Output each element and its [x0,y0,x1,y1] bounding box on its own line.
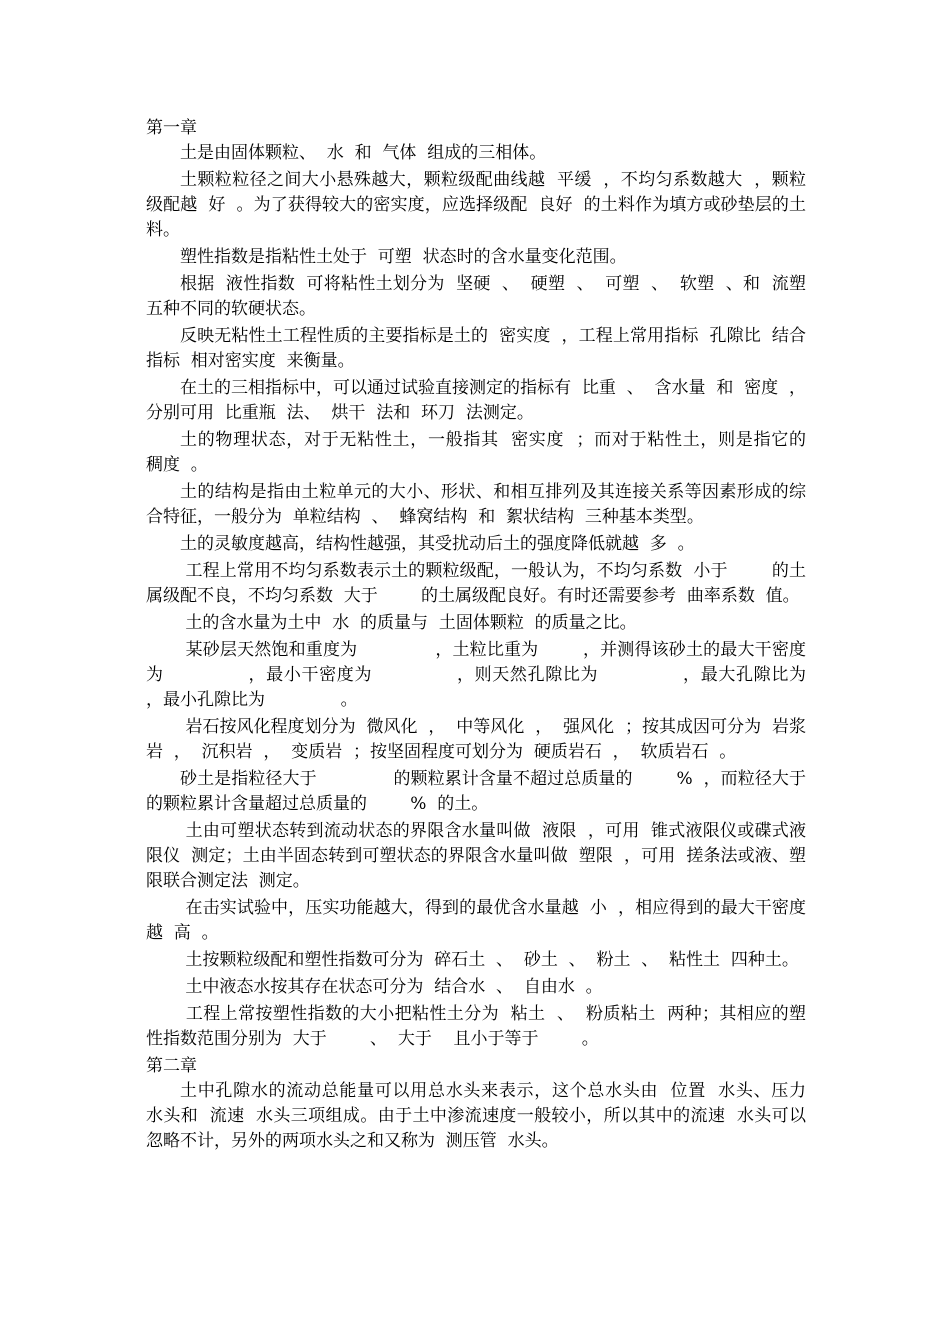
paragraph: 岩石按风化程度划分为 微风化 ， 中等风化 ， 强风化 ；按其成因可分为 岩浆岩 ， 沉积岩 ， 变质岩 ；按坚固程度可划分为 硬质岩石 ， 软质岩石 。 [146,717,807,762]
document-text-body [146,116,915,1156]
paragraph: 在击实试验中，压实功能越大，得到的最优含水量越 小 ，相应得到的最大干密度越 高 。 [146,898,806,943]
paragraph: 土中液态水按其存在状态可分为 结合水 、 自由水 。 [180,977,603,997]
paragraph: 土颗粒粒径之间大小悬殊越大，颗粒级配曲线越 平缓 ，不均匀系数越大 ，颗粒级配越 好 。为了获得较大的密实度，应选择级配 良好 的土料作为填方或砂垫层的土料。 [146,170,806,240]
paragraph: 土由可塑状态转到流动状态的界限含水量叫做 液限 ，可用 锥式液限仪或碟式液限仪 测定；土由半固态转到可塑状态的界限含水量叫做 塑限 ，可用 搓条法或液、塑限联合测定法 测定。 [146,821,807,891]
chapter-2-heading: 第二章 [146,1056,197,1076]
paragraph: 工程上常用不均匀系数表示土的颗粒级配，一般认为，不均匀系数 小于 的土属级配不良，不均匀系数 大于 的土属级配良好。有时还需要参考 曲率系数 值。 [146,561,807,606]
paragraph: 土的含水量为土中 水 的质量与 土固体颗粒 的质量之比。 [180,613,637,633]
paragraph: 土的物理状态，对于无粘性土，一般指其 密实度 ；而对于粘性土，则是指它的 稠度 。 [146,430,817,475]
paragraph: 反映无粘性土工程性质的主要指标是土的 密实度 ，工程上常用指标 孔隙比 结合指标 相对密实度 来衡量。 [146,326,806,371]
chapter-1-heading: 第一章 [146,118,197,138]
paragraph: 土是由固体颗粒、 水 和 气体 组成的三相体。 [180,143,547,163]
paragraph: 在土的三相指标中，可以通过试验直接测定的指标有 比重 、 含水量 和 密度 ，分别可用 比重瓶 法、 烘干 法和 环刀 法测定。 [146,378,806,423]
paragraph: 根据 液性指数 可将粘性土划分为 坚硬 、 硬塑 、 可塑 、 软塑 、和 流塑 五种不同的软硬状态。 [146,274,817,319]
paragraph: 某砂层天然饱和重度为 ，土粒比重为 ，并测得该砂土的最大干密度为 ，最小干密度为 ，则天然孔隙比为 ，最大孔隙比为 ，最小孔隙比为 。 [146,640,882,710]
paragraph: 土按颗粒级配和塑性指数可分为 碎石土 、 砂土 、 粉土 、 粘性土 四种土。 [180,950,799,970]
paragraph: 砂土是指粒径大于 的颗粒累计含量不超过总质量的 % ，而粒径大于 的颗粒累计含量超过总质量的 % 的土。 [146,769,915,814]
paragraph: 土中孔隙水的流动总能量可以用总水头来表示，这个总水头由 位置 水头、压力 水头和 流速 水头三项组成。由于土中渗流速度一般较小，所以其中的流速 水头可以忽略不计，另外的两项水头之和又称为 测压管 水头。 [146,1081,817,1151]
paragraph: 塑性指数是指粘性土处于 可塑 状态时的含水量变化范围。 [180,247,627,267]
paragraph: 土的结构是指由土粒单元的大小、形状、和相互排列及其连接关系等因素形成的综合特征，一般分为 单粒结构 、 蜂窝结构 和 絮状结构 三种基本类型。 [146,482,806,527]
paragraph: 工程上常按塑性指数的大小把粘性土分为 粘土 、 粉质粘土 两种；其相应的塑性指数范围分别为 大于 、 大于 且小于等于 。 [146,1004,807,1049]
paragraph: 土的灵敏度越高，结构性越强，其受扰动后土的强度降低就越 多 。 [180,534,695,554]
